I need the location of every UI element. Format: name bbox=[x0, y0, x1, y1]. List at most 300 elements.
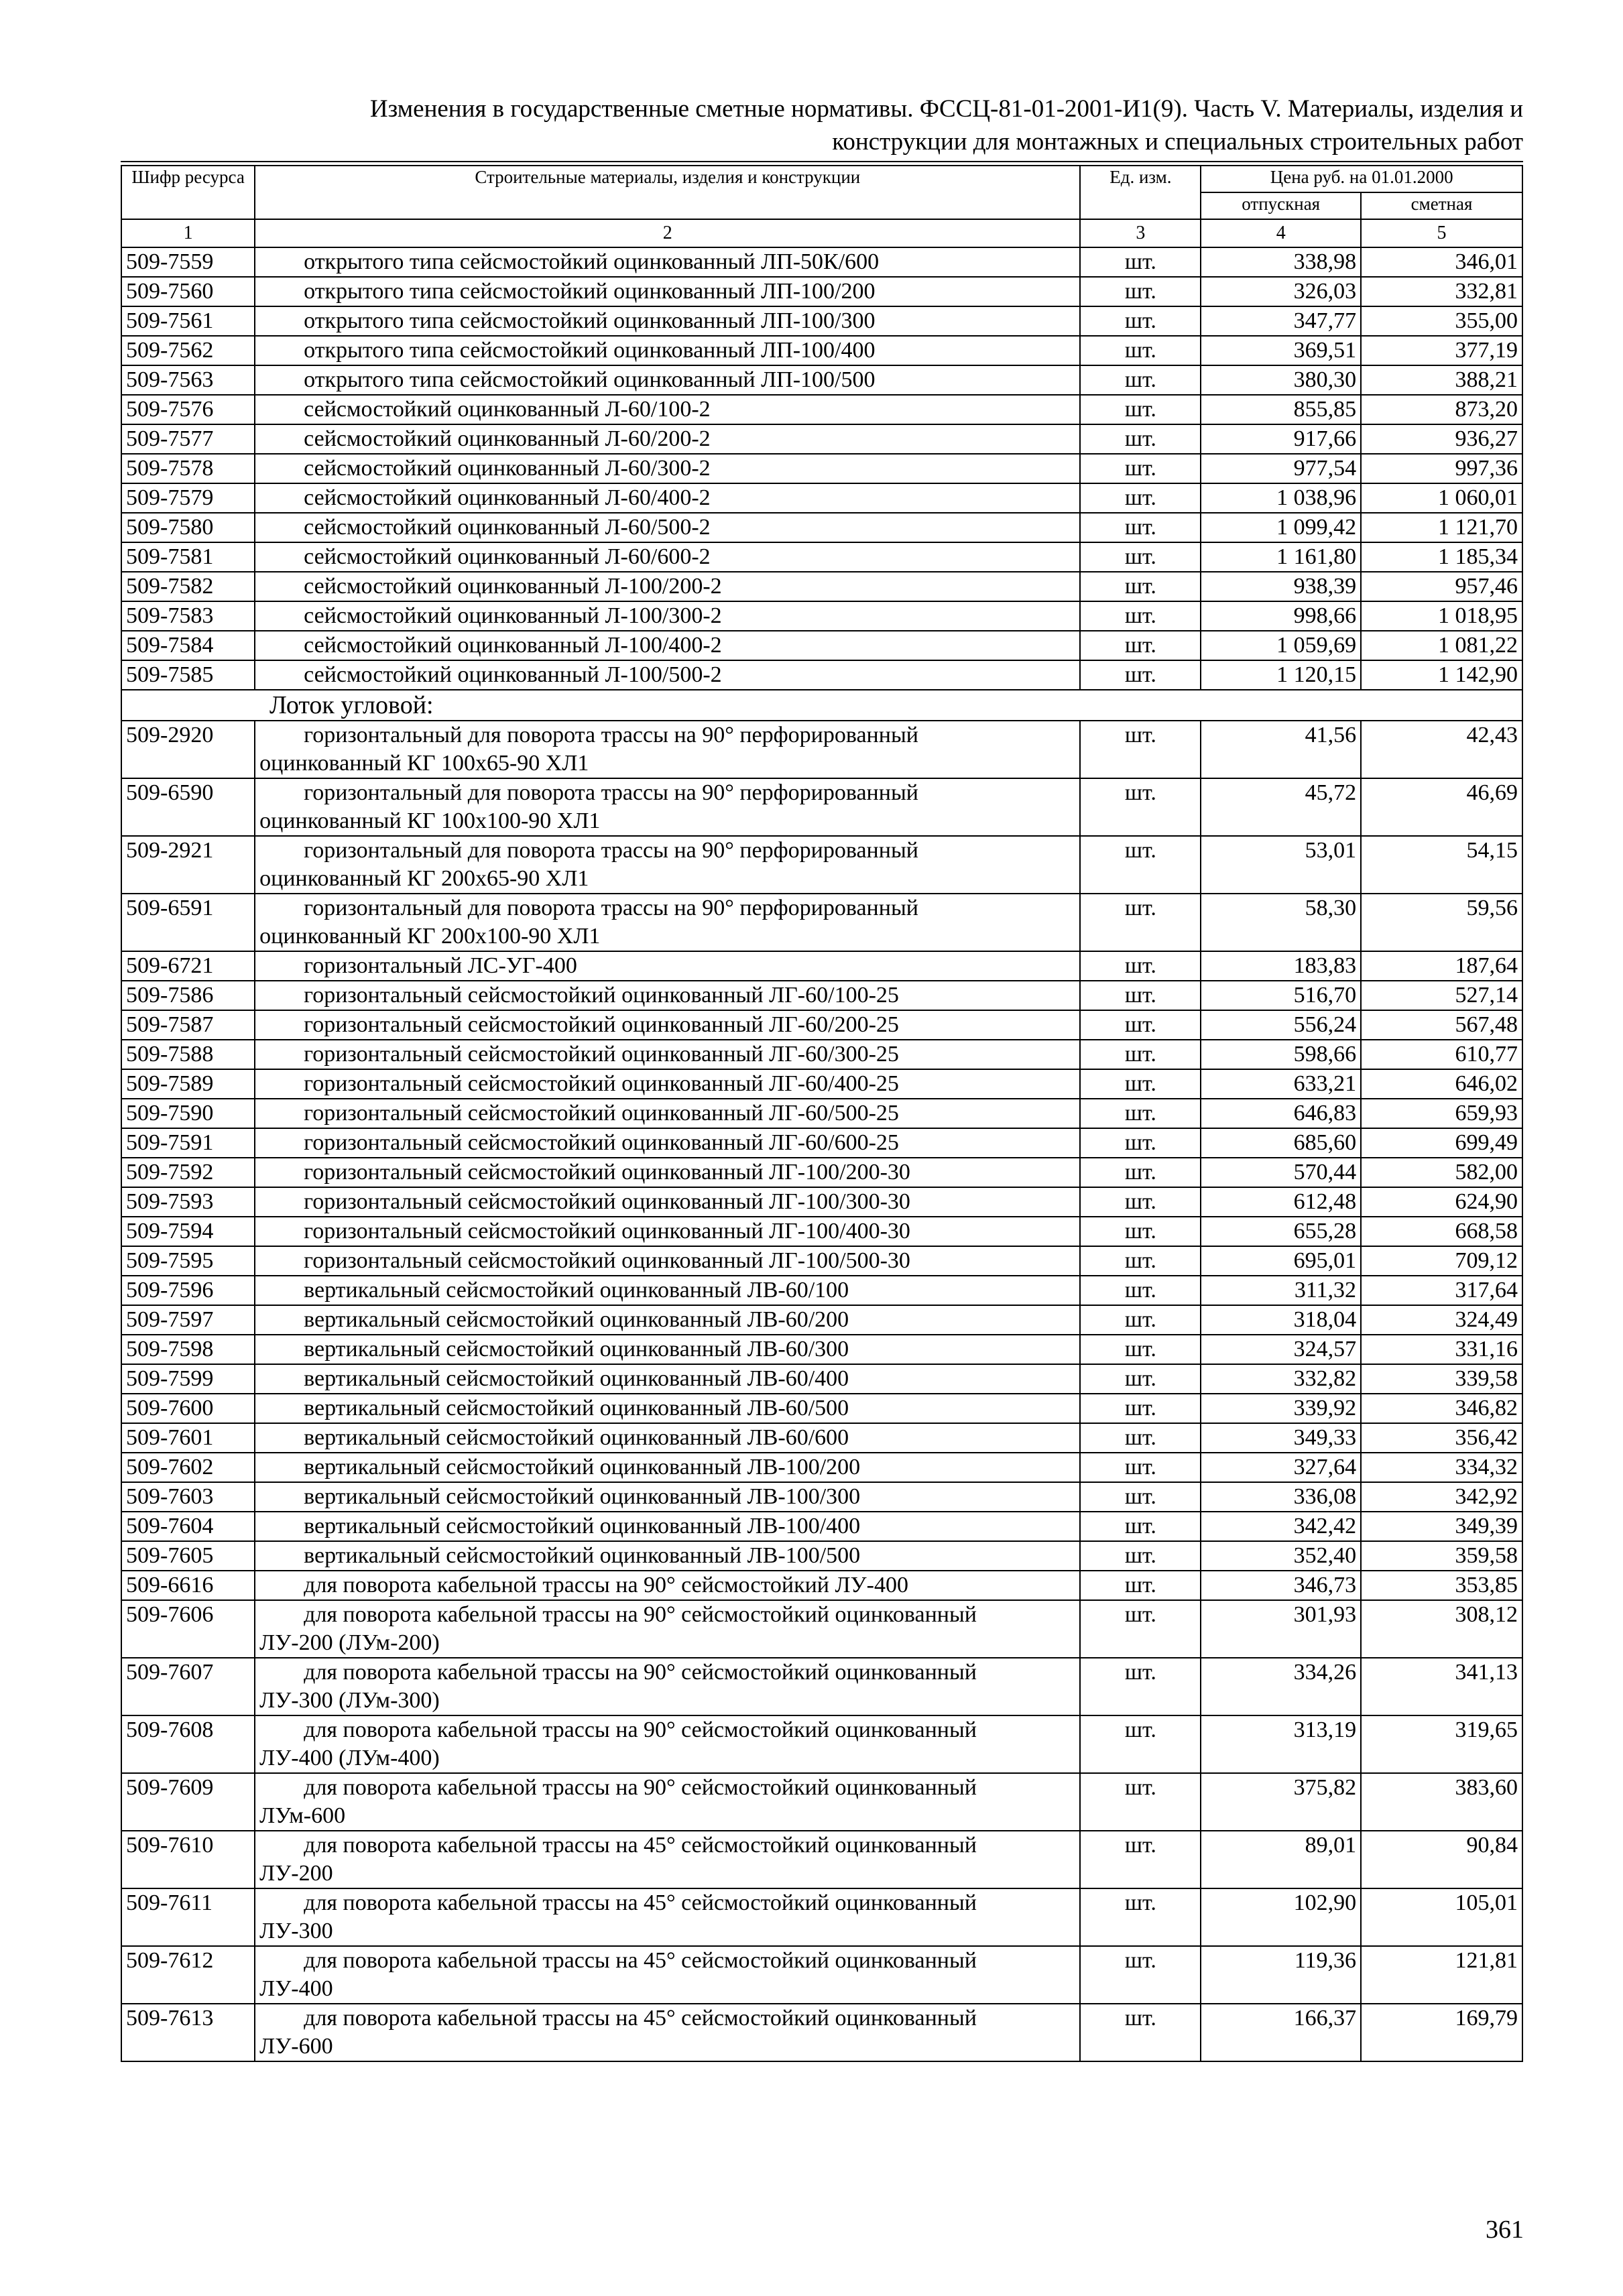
description-line-1: горизонтальный для поворота трассы на 90° перфорированный bbox=[304, 838, 918, 863]
estimate-price: 121,81 bbox=[1361, 1946, 1522, 2004]
description-text: сейсмостойкий оцинкованный Л-60/400-2 bbox=[304, 485, 711, 510]
material-description bbox=[255, 660, 1080, 690]
unit: шт. bbox=[1080, 951, 1201, 981]
unit: шт. bbox=[1080, 1831, 1201, 1888]
estimate-price: 359,58 bbox=[1361, 1541, 1522, 1571]
description-text: вертикальный сейсмостойкий оцинкованный ЛВ-60/200 bbox=[304, 1307, 849, 1332]
table-row bbox=[121, 660, 1522, 690]
description-text: горизонтальный сейсмостойкий оцинкованный ЛГ-60/400-25 bbox=[304, 1071, 899, 1096]
table-row bbox=[121, 1335, 1522, 1364]
material-description bbox=[255, 1128, 1080, 1158]
unit: шт. bbox=[1080, 1600, 1201, 1658]
material-description bbox=[255, 778, 1080, 836]
release-price: 334,26 bbox=[1201, 1658, 1361, 1715]
material-description bbox=[255, 247, 1080, 277]
unit: шт. bbox=[1080, 631, 1201, 660]
material-description bbox=[255, 1276, 1080, 1305]
column-number: 4 bbox=[1201, 219, 1361, 247]
description-line-2: ЛУ-300 bbox=[259, 1919, 333, 1943]
unit: шт. bbox=[1080, 1482, 1201, 1512]
unit: шт. bbox=[1080, 660, 1201, 690]
description-text: сейсмостойкий оцинкованный Л-100/400-2 bbox=[304, 633, 722, 658]
release-price: 313,19 bbox=[1201, 1715, 1361, 1773]
table-row bbox=[121, 1423, 1522, 1453]
resource-code: 509-7588 bbox=[121, 1040, 255, 1069]
estimate-price: 332,81 bbox=[1361, 277, 1522, 306]
release-price: 53,01 bbox=[1201, 836, 1361, 894]
material-description bbox=[255, 1335, 1080, 1364]
section-row bbox=[121, 690, 1522, 721]
table-row bbox=[121, 454, 1522, 483]
unit: шт. bbox=[1080, 1187, 1201, 1217]
release-price: 1 120,15 bbox=[1201, 660, 1361, 690]
release-price: 695,01 bbox=[1201, 1246, 1361, 1276]
resource-code: 509-7586 bbox=[121, 981, 255, 1010]
description-text: открытого типа сейсмостойкий оцинкованный ЛП-100/400 bbox=[304, 338, 876, 363]
description-line-2: ЛУ-200 (ЛУм-200) bbox=[259, 1630, 440, 1655]
unit: шт. bbox=[1080, 365, 1201, 395]
unit: шт. bbox=[1080, 601, 1201, 631]
description-line-1: для поворота кабельной трассы на 90° сейсмостойкий оцинкованный bbox=[304, 1660, 977, 1685]
release-price: 646,83 bbox=[1201, 1099, 1361, 1128]
resource-code: 509-7562 bbox=[121, 336, 255, 365]
header-unit: Ед. изм. bbox=[1080, 166, 1201, 219]
table-row bbox=[121, 1364, 1522, 1394]
estimate-price: 334,32 bbox=[1361, 1453, 1522, 1482]
description-line-1: горизонтальный для поворота трассы на 90° перфорированный bbox=[304, 723, 918, 747]
table-row bbox=[121, 513, 1522, 542]
resource-code: 509-7580 bbox=[121, 513, 255, 542]
description-text: сейсмостойкий оцинкованный Л-100/300-2 bbox=[304, 603, 722, 628]
estimate-price: 567,48 bbox=[1361, 1010, 1522, 1040]
header-materials: Строительные материалы, изделия и конструкции bbox=[255, 166, 1080, 219]
description-line-2: оцинкованный КГ 100х100-90 ХЛ1 bbox=[259, 808, 601, 833]
description-text: горизонтальный сейсмостойкий оцинкованный ЛГ-100/200-30 bbox=[304, 1160, 910, 1185]
estimate-price: 659,93 bbox=[1361, 1099, 1522, 1128]
estimate-price: 709,12 bbox=[1361, 1246, 1522, 1276]
resource-code: 509-7609 bbox=[121, 1773, 255, 1831]
material-description bbox=[255, 981, 1080, 1010]
description-text: сейсмостойкий оцинкованный Л-100/200-2 bbox=[304, 574, 722, 599]
description-text: горизонтальный сейсмостойкий оцинкованный ЛГ-60/100-25 bbox=[304, 983, 899, 1008]
description-text: горизонтальный сейсмостойкий оцинкованный ЛГ-60/200-25 bbox=[304, 1012, 899, 1037]
unit: шт. bbox=[1080, 1099, 1201, 1128]
description-line-2: оцинкованный КГ 200х65-90 ХЛ1 bbox=[259, 866, 589, 891]
unit: шт. bbox=[1080, 277, 1201, 306]
estimate-price: 54,15 bbox=[1361, 836, 1522, 894]
release-price: 369,51 bbox=[1201, 336, 1361, 365]
release-price: 301,93 bbox=[1201, 1600, 1361, 1658]
header-divider bbox=[121, 161, 1523, 162]
header-line-2: конструкции для монтажных и специальных строительных работ bbox=[832, 128, 1523, 156]
resource-code: 509-7592 bbox=[121, 1158, 255, 1187]
release-price: 917,66 bbox=[1201, 424, 1361, 454]
resource-code: 509-7576 bbox=[121, 395, 255, 424]
material-description bbox=[255, 1888, 1080, 1946]
description-text: вертикальный сейсмостойкий оцинкованный ЛВ-100/300 bbox=[304, 1484, 861, 1509]
description-text: вертикальный сейсмостойкий оцинкованный ЛВ-60/500 bbox=[304, 1396, 849, 1421]
description-line-1: для поворота кабельной трассы на 45° сейсмостойкий оцинкованный bbox=[304, 1890, 977, 1915]
material-description bbox=[255, 1305, 1080, 1335]
table-row bbox=[121, 306, 1522, 336]
resource-code: 509-7560 bbox=[121, 277, 255, 306]
material-description bbox=[255, 1512, 1080, 1541]
unit: шт. bbox=[1080, 1364, 1201, 1394]
header-estimate-price: сметная bbox=[1361, 192, 1522, 219]
material-description bbox=[255, 601, 1080, 631]
release-price: 119,36 bbox=[1201, 1946, 1361, 2004]
material-description bbox=[255, 1658, 1080, 1715]
unit: шт. bbox=[1080, 981, 1201, 1010]
release-price: 570,44 bbox=[1201, 1158, 1361, 1187]
table-row bbox=[121, 336, 1522, 365]
description-line-1: для поворота кабельной трассы на 90° сейсмостойкий оцинкованный bbox=[304, 1602, 977, 1627]
release-price: 1 059,69 bbox=[1201, 631, 1361, 660]
table-row bbox=[121, 2004, 1522, 2061]
table-row bbox=[121, 1187, 1522, 1217]
release-price: 339,92 bbox=[1201, 1394, 1361, 1423]
release-price: 352,40 bbox=[1201, 1541, 1361, 1571]
description-text: горизонтальный сейсмостойкий оцинкованный ЛГ-60/600-25 bbox=[304, 1130, 899, 1155]
release-price: 102,90 bbox=[1201, 1888, 1361, 1946]
material-description bbox=[255, 1831, 1080, 1888]
description-text: вертикальный сейсмостойкий оцинкованный ЛВ-100/200 bbox=[304, 1455, 861, 1479]
material-description bbox=[255, 1571, 1080, 1600]
material-description bbox=[255, 277, 1080, 306]
estimate-price: 1 121,70 bbox=[1361, 513, 1522, 542]
description-line-1: для поворота кабельной трассы на 45° сейсмостойкий оцинкованный bbox=[304, 1948, 977, 1973]
resource-code: 509-2921 bbox=[121, 836, 255, 894]
estimate-price: 624,90 bbox=[1361, 1187, 1522, 1217]
material-description bbox=[255, 1423, 1080, 1453]
material-description bbox=[255, 336, 1080, 365]
release-price: 598,66 bbox=[1201, 1040, 1361, 1069]
table-row bbox=[121, 1217, 1522, 1246]
table-row bbox=[121, 1541, 1522, 1571]
unit: шт. bbox=[1080, 395, 1201, 424]
material-description bbox=[255, 483, 1080, 513]
description-line-2: оцинкованный КГ 200х100-90 ХЛ1 bbox=[259, 924, 601, 949]
estimate-price: 353,85 bbox=[1361, 1571, 1522, 1600]
description-line-1: для поворота кабельной трассы на 90° сейсмостойкий оцинкованный bbox=[304, 1717, 977, 1742]
release-price: 685,60 bbox=[1201, 1128, 1361, 1158]
column-number: 3 bbox=[1080, 219, 1201, 247]
material-description bbox=[255, 894, 1080, 951]
resource-code: 509-7595 bbox=[121, 1246, 255, 1276]
release-price: 655,28 bbox=[1201, 1217, 1361, 1246]
release-price: 1 099,42 bbox=[1201, 513, 1361, 542]
estimate-price: 646,02 bbox=[1361, 1069, 1522, 1099]
material-description bbox=[255, 836, 1080, 894]
estimate-price: 936,27 bbox=[1361, 424, 1522, 454]
material-description bbox=[255, 1394, 1080, 1423]
material-description bbox=[255, 513, 1080, 542]
unit: шт. bbox=[1080, 454, 1201, 483]
unit: шт. bbox=[1080, 1571, 1201, 1600]
resource-code: 509-7598 bbox=[121, 1335, 255, 1364]
resource-code: 509-6721 bbox=[121, 951, 255, 981]
description-line-2: ЛУ-200 bbox=[259, 1861, 333, 1886]
unit: шт. bbox=[1080, 306, 1201, 336]
resource-code: 509-6616 bbox=[121, 1571, 255, 1600]
resource-code: 509-7594 bbox=[121, 1217, 255, 1246]
estimate-price: 957,46 bbox=[1361, 572, 1522, 601]
release-price: 336,08 bbox=[1201, 1482, 1361, 1512]
description-text: горизонтальный сейсмостойкий оцинкованный ЛГ-60/500-25 bbox=[304, 1101, 899, 1126]
unit: шт. bbox=[1080, 1246, 1201, 1276]
table-row bbox=[121, 1158, 1522, 1187]
table-row bbox=[121, 483, 1522, 513]
table-row bbox=[121, 1099, 1522, 1128]
table-row bbox=[121, 1246, 1522, 1276]
table-row bbox=[121, 1512, 1522, 1541]
header-code: Шифр ресурса bbox=[121, 166, 255, 219]
estimate-price: 610,77 bbox=[1361, 1040, 1522, 1069]
description-text: сейсмостойкий оцинкованный Л-60/300-2 bbox=[304, 456, 711, 481]
release-price: 349,33 bbox=[1201, 1423, 1361, 1453]
estimate-price: 105,01 bbox=[1361, 1888, 1522, 1946]
release-price: 380,30 bbox=[1201, 365, 1361, 395]
unit: шт. bbox=[1080, 836, 1201, 894]
price-table bbox=[121, 165, 1523, 2062]
release-price: 612,48 bbox=[1201, 1187, 1361, 1217]
release-price: 311,32 bbox=[1201, 1276, 1361, 1305]
unit: шт. bbox=[1080, 1158, 1201, 1187]
estimate-price: 341,13 bbox=[1361, 1658, 1522, 1715]
estimate-price: 331,16 bbox=[1361, 1335, 1522, 1364]
description-line-1: горизонтальный для поворота трассы на 90° перфорированный bbox=[304, 780, 918, 805]
estimate-price: 349,39 bbox=[1361, 1512, 1522, 1541]
table-row bbox=[121, 601, 1522, 631]
unit: шт. bbox=[1080, 1276, 1201, 1305]
resource-code: 509-7596 bbox=[121, 1276, 255, 1305]
release-price: 183,83 bbox=[1201, 951, 1361, 981]
table-row bbox=[121, 1571, 1522, 1600]
material-description bbox=[255, 1040, 1080, 1069]
unit: шт. bbox=[1080, 336, 1201, 365]
table-row bbox=[121, 1010, 1522, 1040]
description-text: сейсмостойкий оцинкованный Л-60/100-2 bbox=[304, 397, 711, 422]
release-price: 89,01 bbox=[1201, 1831, 1361, 1888]
table-row bbox=[121, 247, 1522, 277]
estimate-price: 42,43 bbox=[1361, 721, 1522, 778]
estimate-price: 342,92 bbox=[1361, 1482, 1522, 1512]
estimate-price: 1 018,95 bbox=[1361, 601, 1522, 631]
estimate-price: 582,00 bbox=[1361, 1158, 1522, 1187]
estimate-price: 1 142,90 bbox=[1361, 660, 1522, 690]
estimate-price: 668,58 bbox=[1361, 1217, 1522, 1246]
description-line-2: ЛУ-400 bbox=[259, 1976, 333, 2001]
unit: шт. bbox=[1080, 778, 1201, 836]
resource-code: 509-7561 bbox=[121, 306, 255, 336]
material-description bbox=[255, 1099, 1080, 1128]
resource-code: 509-7605 bbox=[121, 1541, 255, 1571]
estimate-price: 383,60 bbox=[1361, 1773, 1522, 1831]
resource-code: 509-7589 bbox=[121, 1069, 255, 1099]
unit: шт. bbox=[1080, 1335, 1201, 1364]
release-price: 375,82 bbox=[1201, 1773, 1361, 1831]
resource-code: 509-7607 bbox=[121, 1658, 255, 1715]
material-description bbox=[255, 1217, 1080, 1246]
resource-code: 509-7578 bbox=[121, 454, 255, 483]
description-line-2: ЛУ-400 (ЛУм-400) bbox=[259, 1746, 440, 1770]
table-row bbox=[121, 1831, 1522, 1888]
resource-code: 509-7591 bbox=[121, 1128, 255, 1158]
table-row bbox=[121, 395, 1522, 424]
resource-code: 509-7577 bbox=[121, 424, 255, 454]
unit: шт. bbox=[1080, 1394, 1201, 1423]
unit: шт. bbox=[1080, 1715, 1201, 1773]
release-price: 318,04 bbox=[1201, 1305, 1361, 1335]
resource-code: 509-7582 bbox=[121, 572, 255, 601]
release-price: 516,70 bbox=[1201, 981, 1361, 1010]
material-description bbox=[255, 424, 1080, 454]
table-row bbox=[121, 1888, 1522, 1946]
material-description bbox=[255, 2004, 1080, 2061]
column-number: 2 bbox=[255, 219, 1080, 247]
release-price: 58,30 bbox=[1201, 894, 1361, 951]
resource-code: 509-7610 bbox=[121, 1831, 255, 1888]
material-description bbox=[255, 542, 1080, 572]
unit: шт. bbox=[1080, 1217, 1201, 1246]
resource-code: 509-7579 bbox=[121, 483, 255, 513]
section-title: Лоток угловой: bbox=[121, 690, 1522, 721]
resource-code: 509-7612 bbox=[121, 1946, 255, 2004]
material-description bbox=[255, 1010, 1080, 1040]
material-description bbox=[255, 631, 1080, 660]
release-price: 556,24 bbox=[1201, 1010, 1361, 1040]
unit: шт. bbox=[1080, 1888, 1201, 1946]
description-text: открытого типа сейсмостойкий оцинкованный ЛП-100/200 bbox=[304, 279, 876, 304]
estimate-price: 873,20 bbox=[1361, 395, 1522, 424]
description-line-1: для поворота кабельной трассы на 45° сейсмостойкий оцинкованный bbox=[304, 2006, 977, 2031]
page-header bbox=[121, 93, 1523, 158]
resource-code: 509-6591 bbox=[121, 894, 255, 951]
estimate-price: 1 060,01 bbox=[1361, 483, 1522, 513]
unit: шт. bbox=[1080, 1541, 1201, 1571]
description-text: горизонтальный сейсмостойкий оцинкованный ЛГ-100/400-30 bbox=[304, 1219, 910, 1244]
table-row bbox=[121, 1305, 1522, 1335]
release-price: 1 161,80 bbox=[1201, 542, 1361, 572]
description-line-1: для поворота кабельной трассы на 45° сейсмостойкий оцинкованный bbox=[304, 1833, 977, 1858]
material-description bbox=[255, 1187, 1080, 1217]
description-text: для поворота кабельной трассы на 90° сейсмостойкий ЛУ-400 bbox=[304, 1573, 908, 1597]
unit: шт. bbox=[1080, 1423, 1201, 1453]
description-text: горизонтальный сейсмостойкий оцинкованный ЛГ-60/300-25 bbox=[304, 1042, 899, 1067]
page-number: 361 bbox=[1486, 2216, 1524, 2244]
material-description bbox=[255, 1946, 1080, 2004]
material-description bbox=[255, 454, 1080, 483]
table-row bbox=[121, 1128, 1522, 1158]
material-description bbox=[255, 1482, 1080, 1512]
estimate-price: 346,01 bbox=[1361, 247, 1522, 277]
description-line-2: ЛУ-600 bbox=[259, 2034, 333, 2059]
release-price: 633,21 bbox=[1201, 1069, 1361, 1099]
estimate-price: 59,56 bbox=[1361, 894, 1522, 951]
estimate-price: 527,14 bbox=[1361, 981, 1522, 1010]
column-number: 1 bbox=[121, 219, 255, 247]
material-description bbox=[255, 395, 1080, 424]
release-price: 326,03 bbox=[1201, 277, 1361, 306]
table-row bbox=[121, 1715, 1522, 1773]
unit: шт. bbox=[1080, 1946, 1201, 2004]
unit: шт. bbox=[1080, 247, 1201, 277]
description-text: горизонтальный сейсмостойкий оцинкованный ЛГ-100/300-30 bbox=[304, 1189, 910, 1214]
unit: шт. bbox=[1080, 1512, 1201, 1541]
estimate-price: 187,64 bbox=[1361, 951, 1522, 981]
resource-code: 509-7601 bbox=[121, 1423, 255, 1453]
material-description bbox=[255, 1158, 1080, 1187]
estimate-price: 356,42 bbox=[1361, 1423, 1522, 1453]
material-description bbox=[255, 572, 1080, 601]
description-text: вертикальный сейсмостойкий оцинкованный ЛВ-60/100 bbox=[304, 1278, 849, 1303]
resource-code: 509-7603 bbox=[121, 1482, 255, 1512]
unit: шт. bbox=[1080, 1010, 1201, 1040]
release-price: 1 038,96 bbox=[1201, 483, 1361, 513]
estimate-price: 377,19 bbox=[1361, 336, 1522, 365]
material-description bbox=[255, 1541, 1080, 1571]
material-description bbox=[255, 1246, 1080, 1276]
description-text: горизонтальный ЛС-УГ-400 bbox=[304, 953, 577, 978]
description-text: горизонтальный сейсмостойкий оцинкованный ЛГ-100/500-30 bbox=[304, 1248, 910, 1273]
release-price: 41,56 bbox=[1201, 721, 1361, 778]
resource-code: 509-7563 bbox=[121, 365, 255, 395]
table-body bbox=[121, 219, 1522, 2061]
release-price: 338,98 bbox=[1201, 247, 1361, 277]
header-release-price: отпускная bbox=[1201, 192, 1361, 219]
material-description bbox=[255, 721, 1080, 778]
material-description bbox=[255, 306, 1080, 336]
table-row bbox=[121, 277, 1522, 306]
resource-code: 509-7613 bbox=[121, 2004, 255, 2061]
material-description bbox=[255, 1453, 1080, 1482]
release-price: 327,64 bbox=[1201, 1453, 1361, 1482]
resource-code: 509-7585 bbox=[121, 660, 255, 690]
estimate-price: 1 185,34 bbox=[1361, 542, 1522, 572]
material-description bbox=[255, 1069, 1080, 1099]
release-price: 938,39 bbox=[1201, 572, 1361, 601]
table-row bbox=[121, 424, 1522, 454]
release-price: 977,54 bbox=[1201, 454, 1361, 483]
column-number: 5 bbox=[1361, 219, 1522, 247]
unit: шт. bbox=[1080, 2004, 1201, 2061]
estimate-price: 997,36 bbox=[1361, 454, 1522, 483]
material-description bbox=[255, 1600, 1080, 1658]
unit: шт. bbox=[1080, 1305, 1201, 1335]
release-price: 346,73 bbox=[1201, 1571, 1361, 1600]
resource-code: 509-7611 bbox=[121, 1888, 255, 1946]
unit: шт. bbox=[1080, 1773, 1201, 1831]
resource-code: 509-7583 bbox=[121, 601, 255, 631]
resource-code: 509-7602 bbox=[121, 1453, 255, 1482]
release-price: 347,77 bbox=[1201, 306, 1361, 336]
material-description bbox=[255, 1715, 1080, 1773]
description-text: сейсмостойкий оцинкованный Л-60/500-2 bbox=[304, 515, 711, 540]
table-row bbox=[121, 572, 1522, 601]
description-text: вертикальный сейсмостойкий оцинкованный ЛВ-100/400 bbox=[304, 1514, 861, 1538]
material-description bbox=[255, 1773, 1080, 1831]
unit: шт. bbox=[1080, 894, 1201, 951]
description-line-2: ЛУ-300 (ЛУм-300) bbox=[259, 1688, 440, 1713]
header-price: Цена руб. на 01.01.2000 bbox=[1201, 166, 1522, 192]
unit: шт. bbox=[1080, 1658, 1201, 1715]
estimate-price: 355,00 bbox=[1361, 306, 1522, 336]
resource-code: 509-7593 bbox=[121, 1187, 255, 1217]
resource-code: 509-6590 bbox=[121, 778, 255, 836]
description-line-2: ЛУм-600 bbox=[259, 1803, 346, 1828]
table-row bbox=[121, 542, 1522, 572]
resource-code: 509-7559 bbox=[121, 247, 255, 277]
